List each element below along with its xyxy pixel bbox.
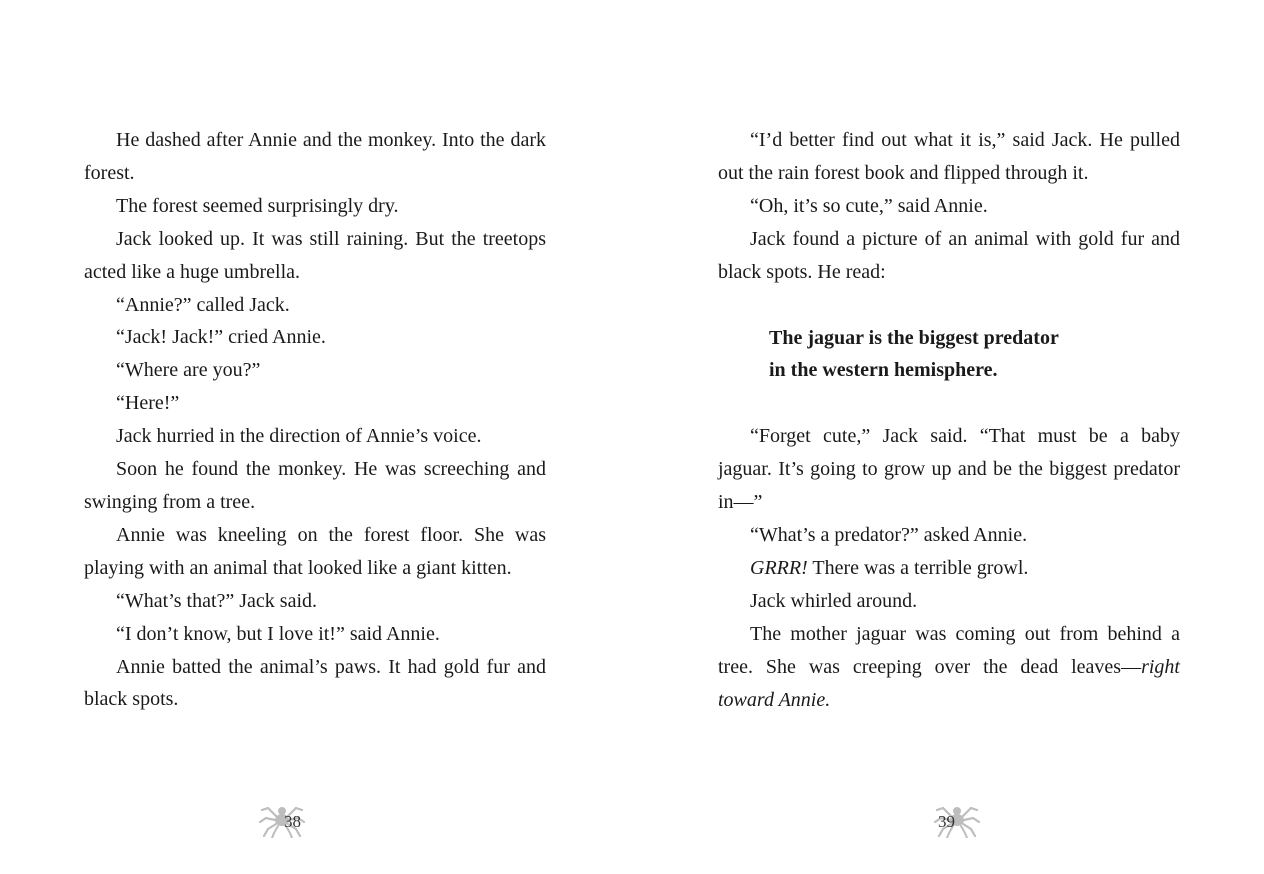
paragraph: Jack whirled around.: [750, 589, 918, 612]
paragraph: “Here!”: [116, 392, 180, 415]
page-folio-right: [938, 798, 981, 838]
paragraph: “Oh, it’s so cute,” said Annie.: [750, 194, 988, 217]
paragraph: [718, 618, 1180, 717]
paragraph: “I don’t know, but I love it!” said Annie.: [116, 622, 440, 645]
paragraph: The forest seemed surprisingly dry.: [116, 194, 399, 217]
paragraph-rest: There was a terrible growl.: [807, 556, 1029, 579]
page-folio-left: [258, 798, 301, 838]
page-number: 39: [938, 812, 955, 831]
paragraph: “Jack! Jack!” cried Annie.: [116, 326, 326, 349]
paragraph: He dashed after Annie and the monkey. Into the dark forest.: [84, 129, 546, 184]
paragraph: “Annie?” called Jack.: [116, 293, 290, 316]
paragraph: “What’s a predator?” asked Annie.: [750, 524, 1028, 547]
paragraph: “Where are you?”: [116, 359, 261, 382]
callout-line: The jaguar is the biggest predator: [769, 326, 1059, 349]
paragraph: Annie was kneeling on the forest floor. She was playing with an animal that looked like a giant kitten.: [84, 523, 546, 579]
paragraph: [718, 552, 1180, 585]
callout-line: in the western hemisphere.: [769, 359, 998, 382]
emphasis-text: right toward Annie.: [718, 655, 1180, 711]
book-excerpt-callout: [718, 322, 1180, 388]
page-number: 38: [284, 812, 301, 831]
paragraph: Annie batted the animal’s paws. It had gold fur and black spots.: [84, 655, 546, 711]
paragraph: “What’s that?” Jack said.: [116, 589, 318, 612]
paragraph: Soon he found the monkey. He was screeching and swinging from a tree.: [84, 458, 546, 513]
left-page-text: [84, 124, 546, 716]
paragraph-start: The mother jaguar was coming out from behind a tree. She was creeping over the dead leaves—: [718, 622, 1180, 678]
paragraph: Jack looked up. It was still raining. But the treetops acted like a huge umbrella.: [84, 227, 546, 283]
paragraph: “I’d better find out what it is,” said Jack. He pulled out the rain forest book and flipped through it.: [718, 129, 1180, 184]
paragraph: “Forget cute,” Jack said. “That must be a baby jaguar. It’s going to grow up and be the biggest predator in—”: [718, 425, 1180, 514]
paragraph: Jack hurried in the direction of Annie’s voice.: [116, 425, 482, 448]
right-page-text: [718, 124, 1180, 717]
paragraph: Jack found a picture of an animal with gold fur and black spots. He read:: [718, 227, 1180, 283]
growl-text: GRRR!: [750, 556, 808, 579]
